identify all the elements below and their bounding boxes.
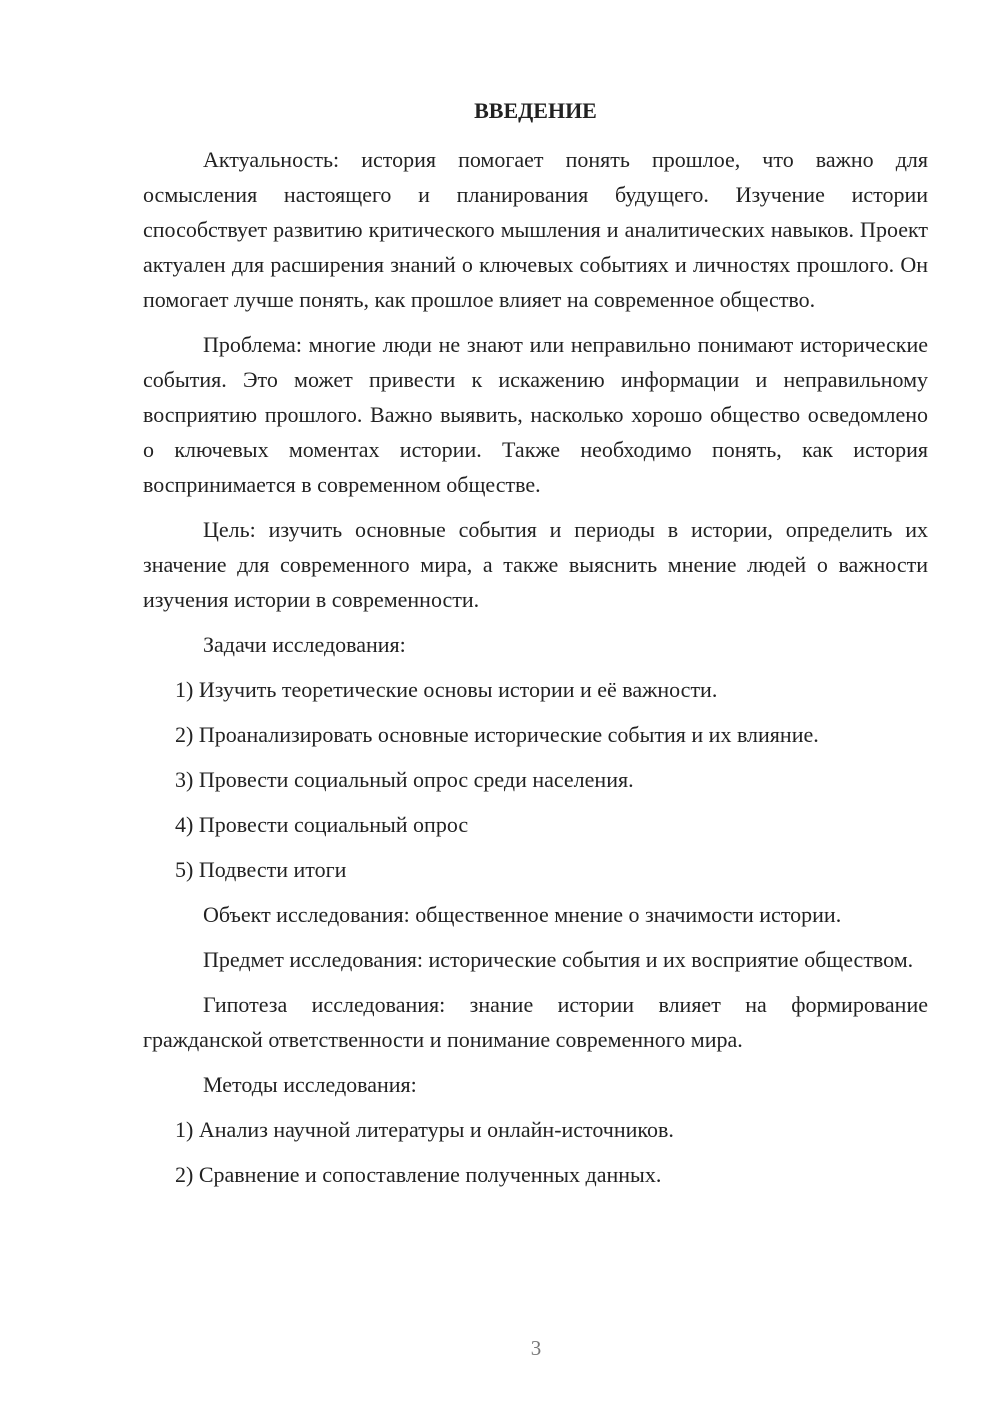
section-title: ВВЕДЕНИЕ [474, 98, 597, 123]
object-paragraph: Объект исследования: общественное мнение о значимости истории. [203, 902, 842, 927]
methods-heading: Методы исследования: [203, 1072, 417, 1097]
page-number: 3 [530, 1336, 542, 1360]
task-item: 1) Изучить теоретические основы истории и её важности. [175, 677, 718, 702]
method-item: 1) Анализ научной литературы и онлайн-источников. [175, 1117, 674, 1142]
method-item: 2) Сравнение и сопоставление полученных данных. [175, 1162, 662, 1187]
task-item: 3) Провести социальный опрос среди населения. [175, 767, 634, 792]
task-item: 4) Провести социальный опрос [175, 812, 469, 837]
hypothesis-paragraph: Гипотеза исследования: знание истории влияет на формирование гражданской ответственности и понимание современного мира. [143, 992, 928, 1052]
task-item: 5) Подвести итоги [175, 857, 347, 882]
relevance-paragraph: Актуальность: история помогает понять прошлое, что важно для осмысления настоящего и планирования будущего. Изучение истории способствует развитию критического мышления и аналитических навыков. Проект актуален для расширения знаний о ключевых событиях и личностях прошлого. Он помогает лучше понять, как прошлое влияет на современное общество. [143, 147, 928, 312]
subject-paragraph: Предмет исследования: исторические события и их восприятие обществом. [203, 947, 914, 972]
document-body [143, 142, 928, 1202]
goal-paragraph: Цель: изучить основные события и периоды в истории, определить их значение для современного мира, а также выяснить мнение людей о важности изучения истории в современности. [143, 517, 928, 612]
problem-paragraph: Проблема: многие люди не знают или неправильно понимают исторические события. Это может привести к искажению информации и неправильному восприятию прошлого. Важно выявить, насколько хорошо общество осведомлено о ключевых моментах истории. Также необходимо понять, как история воспринимается в современном обществе. [143, 332, 928, 497]
task-item: 2) Проанализировать основные исторические события и их влияние. [175, 722, 819, 747]
tasks-heading: Задачи исследования: [203, 632, 406, 657]
